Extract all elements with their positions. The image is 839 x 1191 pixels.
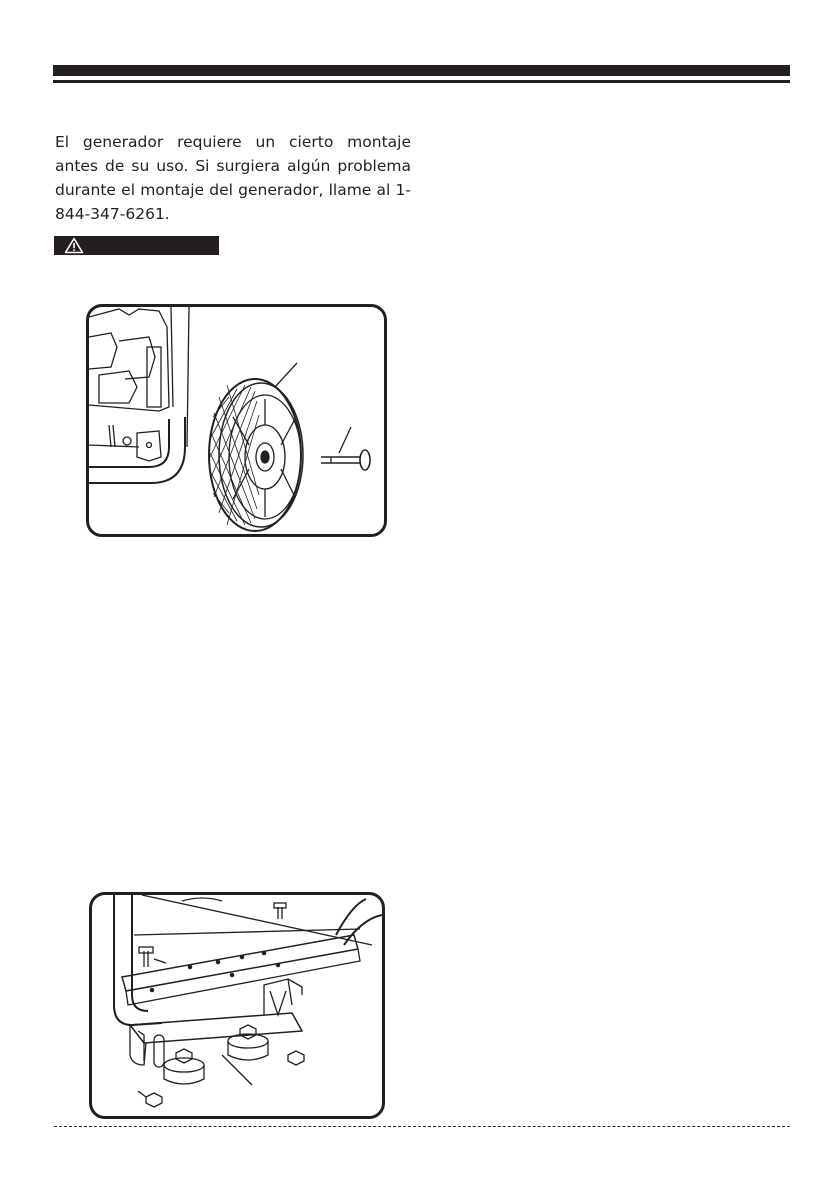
- support-leg-drawing: [92, 895, 382, 1116]
- warning-triangle-icon: [64, 237, 84, 254]
- wheel-assembly-figure: [86, 304, 387, 537]
- warning-banner: [54, 236, 219, 255]
- wheel-assembly-drawing: [89, 307, 384, 534]
- intro-line-3: del generador, llame al 1-844-347-6261.: [55, 181, 411, 223]
- intro-line-1: El generador requiere un cierto montaje antes de: [55, 133, 411, 175]
- intro-paragraph: [55, 130, 411, 226]
- support-leg-assembly-figure: [89, 892, 385, 1119]
- intro-line-2: su uso. Si surgiera algún problema durante el montaje: [55, 157, 411, 199]
- footer-dashed-rule: [54, 1126, 790, 1127]
- header-rule-thick: [53, 65, 790, 76]
- header-rule-thin: [53, 80, 790, 83]
